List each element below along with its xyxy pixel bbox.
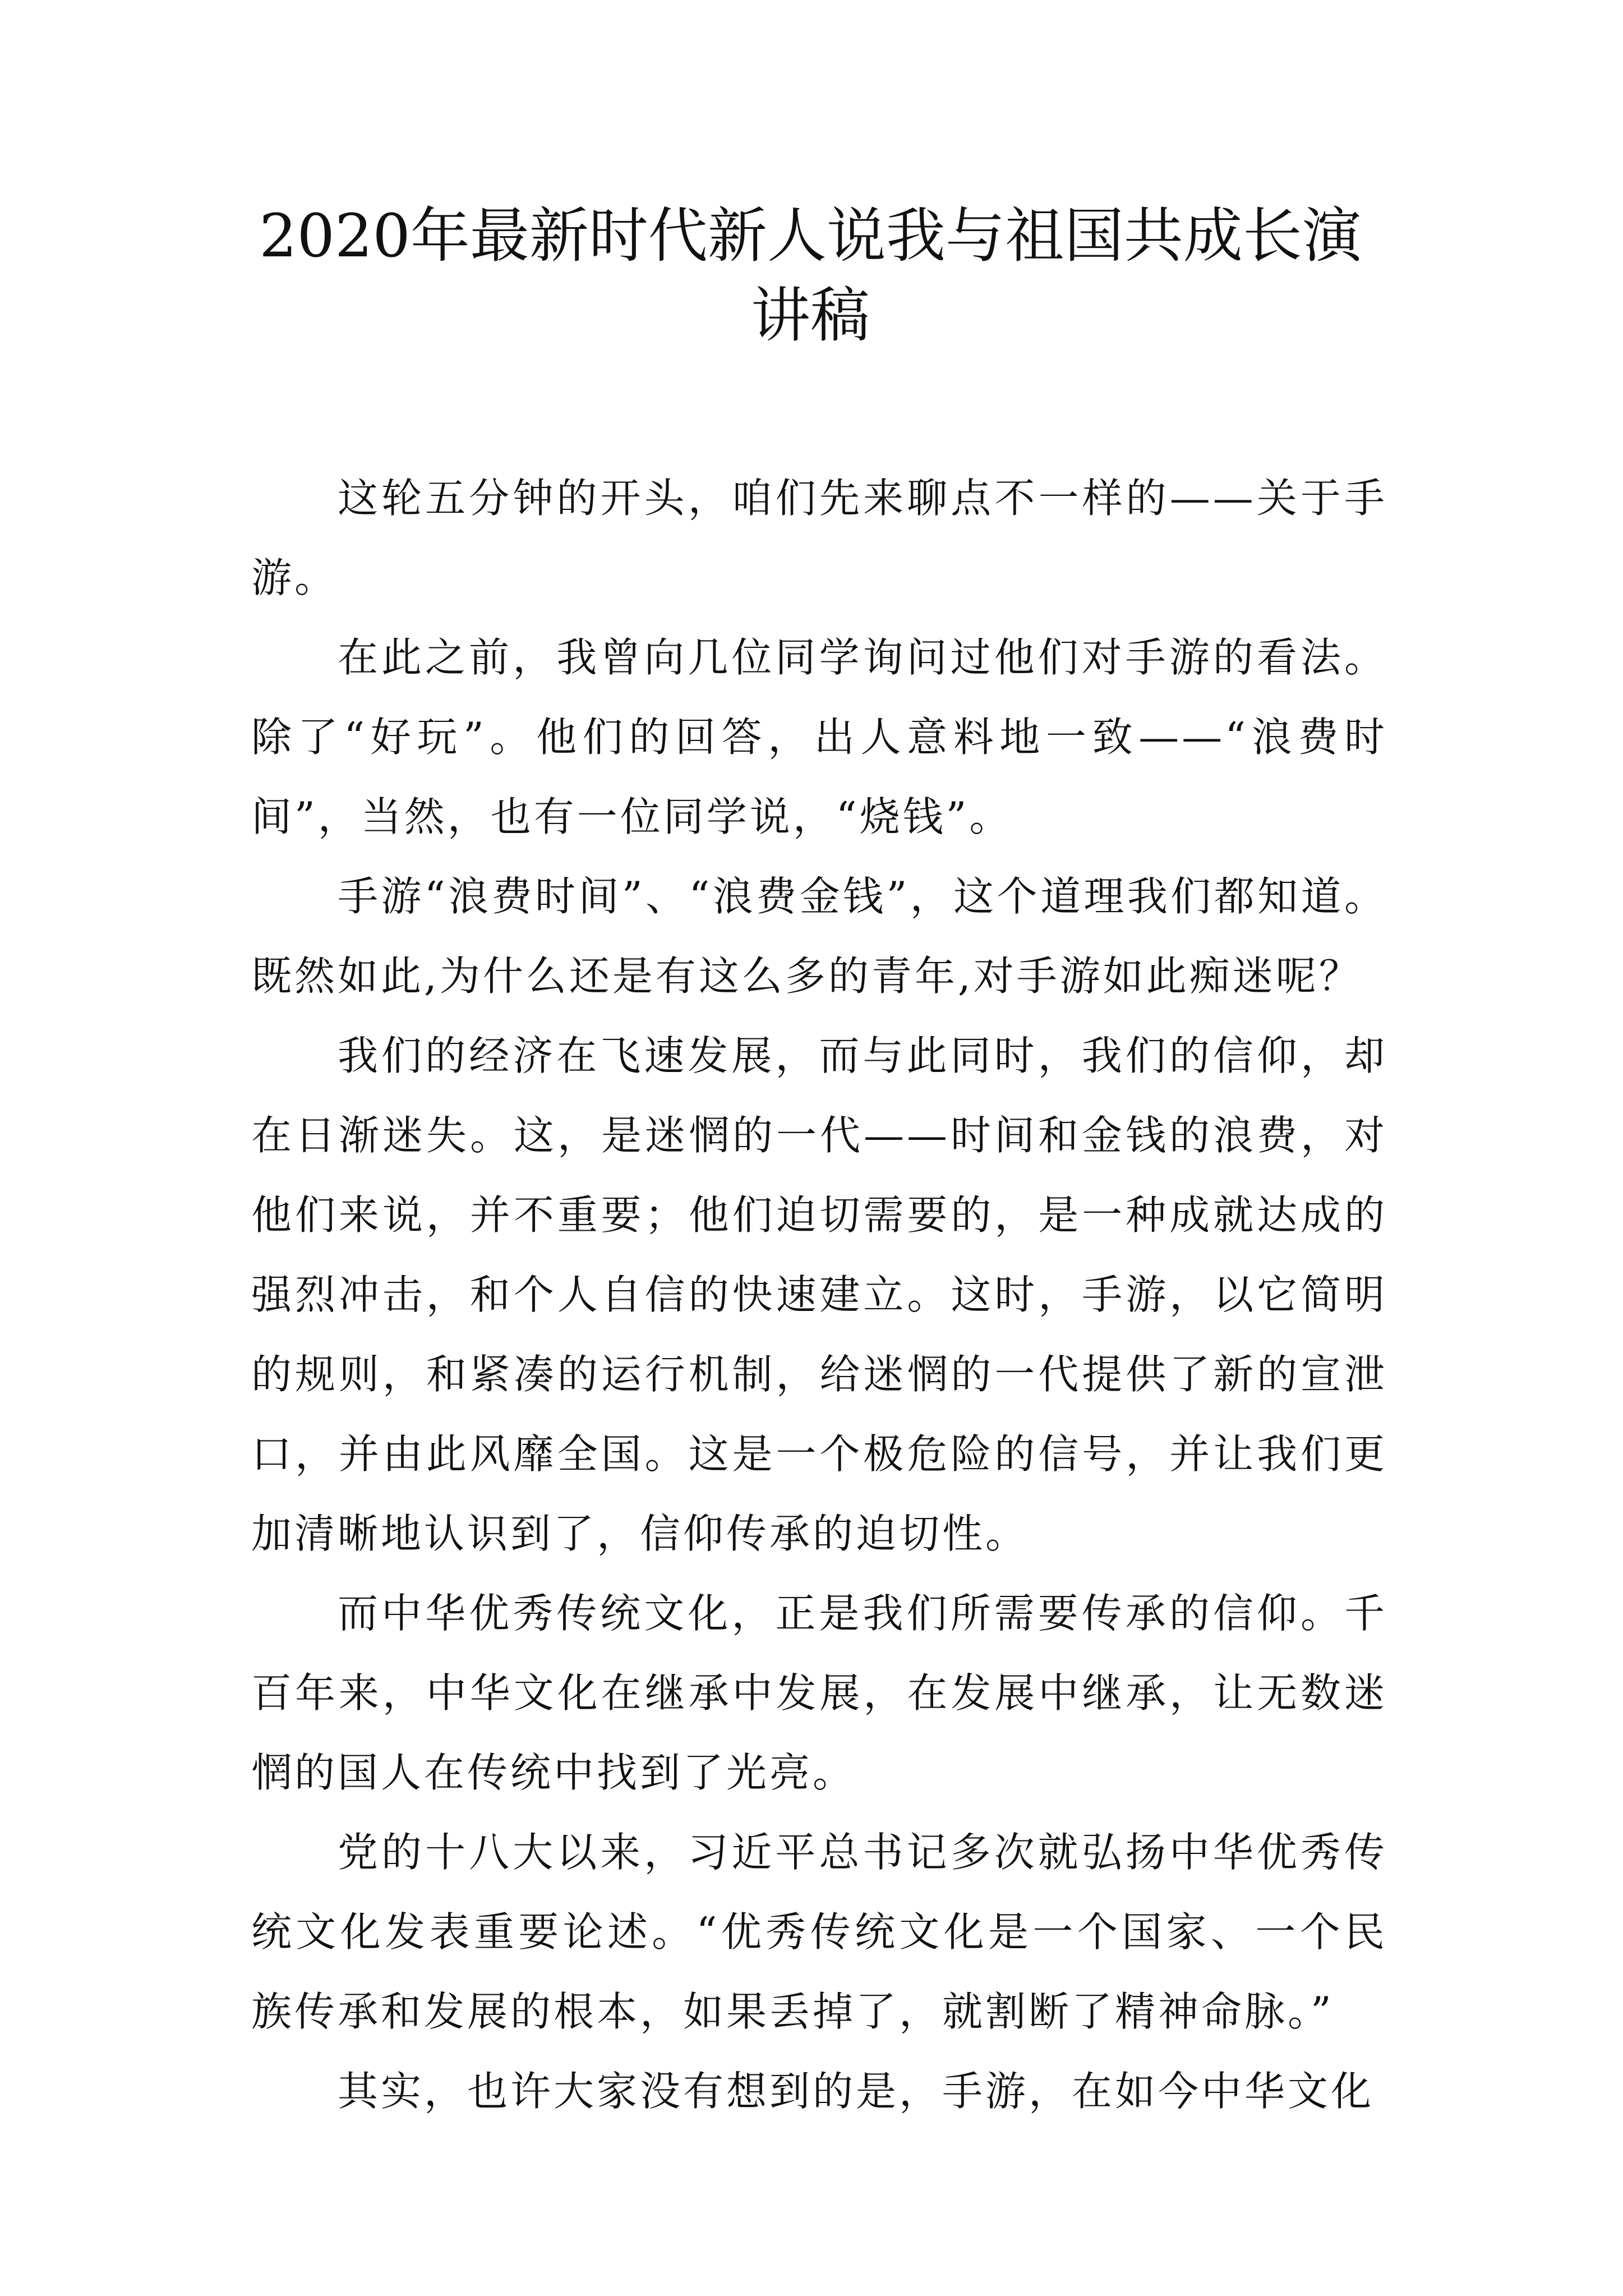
paragraph: 这轮五分钟的开头，咱们先来聊点不一样的——关于手游。 <box>251 475 1387 601</box>
paragraph: 在此之前，我曾向几位同学询问过他们对手游的看法。除了“好玩”。他们的回答，出人意料地一致——“浪费时间”，当然，也有一位同学说，“烧钱”。 <box>251 634 1387 840</box>
paragraph: 其实，也许大家没有想到的是，手游，在如今中华文化 <box>338 2068 1375 2115</box>
paragraph: 党的十八大以来，习近平总书记多次就弘扬中华优秀传统文化发表重要论述。“优秀传统文化是一个国家、一个民族传承和发展的根本，如果丢掉了，就割断了精神命脉。” <box>251 1829 1387 2035</box>
paragraph: 而中华优秀传统文化，正是我们所需要传承的信仰。千百年来，中华文化在继承中发展，在发展中继承，让无数迷惘的国人在传统中找到了光亮。 <box>251 1590 1387 1796</box>
paragraph: 我们的经济在飞速发展，而与此同时，我们的信仰，却在日渐迷失。这，是迷惘的一代——时间和金钱的浪费，对他们来说，并不重要；他们迫切需要的，是一种成就达成的强烈冲击，和个人自信的快速建立。这时，手游，以它简明的规则，和紧凑的运行机制，给迷惘的一代提供了新的宣泄口，并由此风靡全国。这是一个极危险的信号，并让我们更加清晰地认识到了，信仰传承的迫切性。 <box>251 1032 1387 1557</box>
paragraph: 手游“浪费时间”、“浪费金钱”，这个道理我们都知道。既然如此,为什么还是有这么多的青年,对手游如此痴迷呢？ <box>251 873 1387 1000</box>
document-body <box>251 458 1387 2131</box>
document-title: 2020年最新时代新人说我与祖国共成长演讲稿 <box>259 201 1362 350</box>
